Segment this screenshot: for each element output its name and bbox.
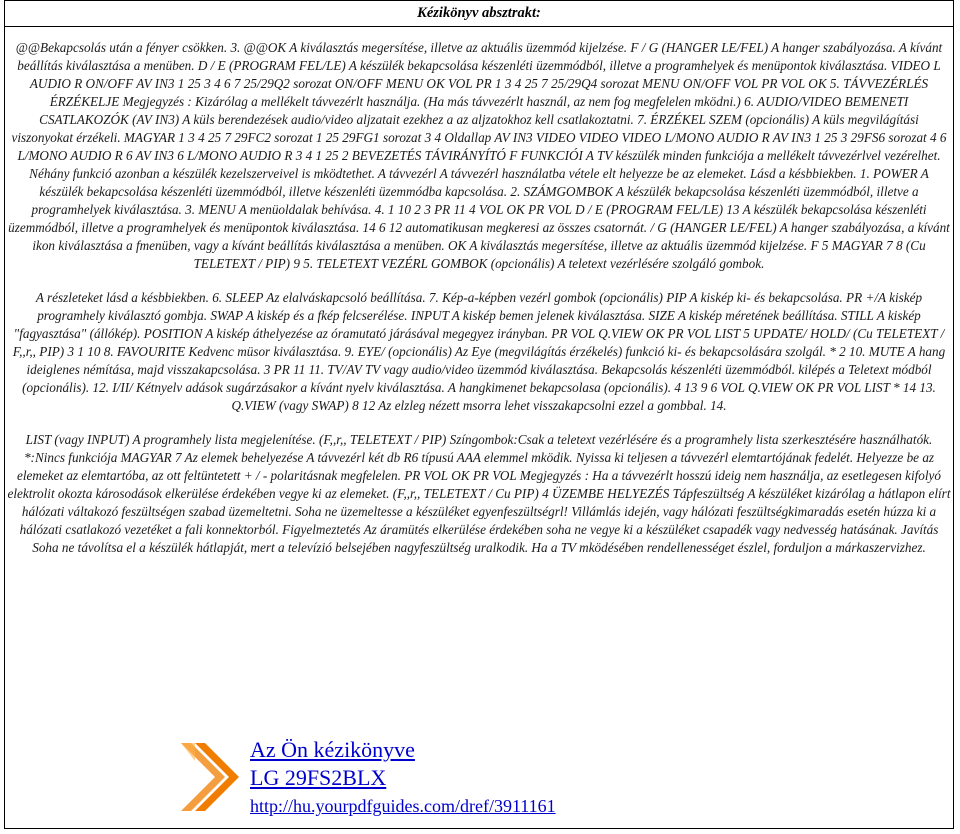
footer [175, 739, 675, 824]
orange-arrow-icon [175, 739, 245, 824]
header-bar [5, 1, 953, 27]
url-link[interactable]: http://hu.yourpdfguides.com/dref/3911161 [250, 796, 556, 816]
paragraph-2: A részleteket lásd a késbbiekben. 6. SLEEP Az elalváskapcsoló beállítása. 7. Kép-a-képben vezérl gombok (opcionális) PIP A kiskép ki- és bekapcsolása. PR +/A kiskép programhely kiválasztó gombja. SWAP A kiskép és a fkép felcserélése. INPUT A kiskép bemen jelenek kiválasztása. SIZE A kiskép méretének beállítása. STILL A kiskép "fagyasztása" (állókép). POSITION A kiskép áthelyezése az óramutató járásával megegyez irányban. PR VOL Q.VIEW OK PR VOL LIST 5 UPDATE/ HOLD/ (Cu TELETEXT / F,,r,, PIP) 3 1 10 8. FAVOURITE Kedvenc müsor kiválasztása. 9. EYE/ (opcionális) Az Eye (megvilágítás érzékelés) funkció ki- és bekapcsolására szolgál. * 2 10. MUTE A hang ideiglenes némítása, majd visszakapcsolása. 3 PR 11 11. TV/AV TV vagy audio/video üzemmód kiválasztása. Bekapcsolás készenléti üzemmódból. kilépés a Teletext módból (opcionális). 12. I/II/ Kétnyelv adások sugárzásakor a kívánt nyelv kiválasztása. A hangkimenet bekapcsolasa (opcionális). 4 13 9 6 VOL Q.VIEW OK PR VOL LIST * 14 13. Q.VIEW (vagy SWAP) 8 12 Az elzleg nézett msorra lehet visszakapcsolni ezzel a gombbal. 14. [12, 290, 946, 413]
page-frame [4, 0, 954, 829]
header-title: Kézikönyv absztrakt: [417, 5, 541, 21]
manual-link[interactable]: Az Ön kézikönyve [250, 737, 415, 762]
abstract-body [7, 39, 951, 737]
model-link[interactable]: LG 29FS2BLX [250, 765, 387, 790]
paragraph-3: LIST (vagy INPUT) A programhely lista megjelenítése. (F,,r,, TELETEXT / PIP) Színgombok:Csak a teletext vezérlésére és a programhely lista szerkesztésére használhatók. *:Nincs funkciója MAGYAR 7 Az elemek behelyezése A távvezérl két db R6 típusú AAA elemmel mködik. Nyissa ki teljesen a távvezérl elemtartójának fedelét. Helyezze be az elemeket az elemtartóba, az ott feltüntetett + / - polaritásnak megfelelen. PR VOL OK PR VOL Megjegyzés : Ha a távvezérlt hosszú ideig nem használja, az esetlegesen kifolyó elektrolit okozta károsodások elkerülése érdekében vegye ki az elemeket. (F,,r,, TELETEXT / Cu PIP) 4 ÜZEMBE HELYEZÉS Tápfeszültség A készüléket kizárólag a hátlapon elírt hálózati váltakozó feszültségen szabad üzemeltetni. Soha ne üzemeltesse a készüléket egyenfeszültségrl! Villámlás idején, vagy hálózati feszültségkimaradás esetén húzza ki a hálózati csatlakozó vezetéket a fali konnektorból. Figyelmeztetés Az áramütés elkerülése érdekében soha ne vegye ki a készüléket csapadék vagy nedvesség hatásának. Javítás Soha ne távolítsa el a készülék hátlapját, mert a televízió belsejében nagyfeszültség uralkodik. Ha a TV mködésében rendellenességet észlel, forduljon a márkaszervizhez. [7, 432, 951, 555]
paragraph-1: @@Bekapcsolás után a fényer csökken. 3. @@OK A kiválasztás megersítése, illetve az aktuális üzemmód kijelzése. F / G (HANGER LE/FEL) A hanger szabályozása. A kívánt beállítás kiválasztása a menüben. D / E (PROGRAM FEL/LE) A készülék bekapcsolása készenléti üzemmódból, illetve a programhelyek és menüpontok kiválasztása. VIDEO L AUDIO R ON/OFF AV IN3 1 25 3 4 6 7 25/29Q2 sorozat ON/OFF MENU OK VOL PR 1 3 4 25 7 25/29Q4 sorozat MENU ON/OFF VOL PR VOL OK 5. TÁVVEZÉRLÉS ÉRZÉKELJE Megjegyzés : Kizárólag a mellékelt távvezérlt használja. (Ha más távvezérlt használ, az nem fog megfelelen mködni.) 6. AUDIO/VIDEO BEMENETI CSATLAKOZÓK (AV IN3) A küls berendezések audio/video aljzatait ezekhez a az aljzatokhoz kell csatlakoztatni. 7. ÉRZÉKEL SZEM (opcionális) A küls megvilágítási viszonyokat érzékeli. MAGYAR 1 3 4 25 7 29FC2 sorozat 1 25 29FG1 sorozat 3 4 Oldallap AV IN3 VIDEO VIDEO VIDEO L/MONO AUDIO R AV IN3 1 25 3 29FS6 sorozat 4 6 L/MONO AUDIO R 6 AV IN3 6 L/MONO AUDIO R 3 4 1 25 2 BEVEZETÉS TÁVIRÁNYÍTÓ F FUNKCIÓI A TV készülék minden funkciója a mellékelt távvezérlvel vezérelhet. Néhány funkció azonban a készülék kezelszerveivel is mködtethet. A távvezérl A távvezérl használatba vétele elt helyezze be az elemeket. Lásd a késbbiekben. 1. POWER A készülék bekapcsolása készenléti üzemmódból, illetve készenléti üzemmódba kapcsolása. 2. SZÁMGOMBOK A készülék bekapcsolása készenléti üzemmódból, illetve a programhelyek kiválasztása. 3. MENU A menüoldalak behívása. 4. 1 10 2 3 PR 11 4 VOL OK PR VOL D / E (PROGRAM FEL/LE) 13 A készülék bekapcsolása készenléti üzemmódból, illetve a programhelyek és menüpontok kiválasztása. 14 6 12 automatikusan megkeresi az összes csatornát. / G (HANGER LE/FEL) A hanger szabályozása, a kívánt ikon kiválasztása a fmenüben, vagy a kívánt beállítás kiválasztása a menüben. OK A kiválasztás megersítése, illetve az aktuális üzemmód kijelzése. F 5 MAGYAR 7 8 (Cu TELETEXT / PIP) 9 5. TELETEXT VEZÉRL GOMBOK (opcionális) A teletext vezérlésére szolgáló gombok. [8, 40, 950, 271]
